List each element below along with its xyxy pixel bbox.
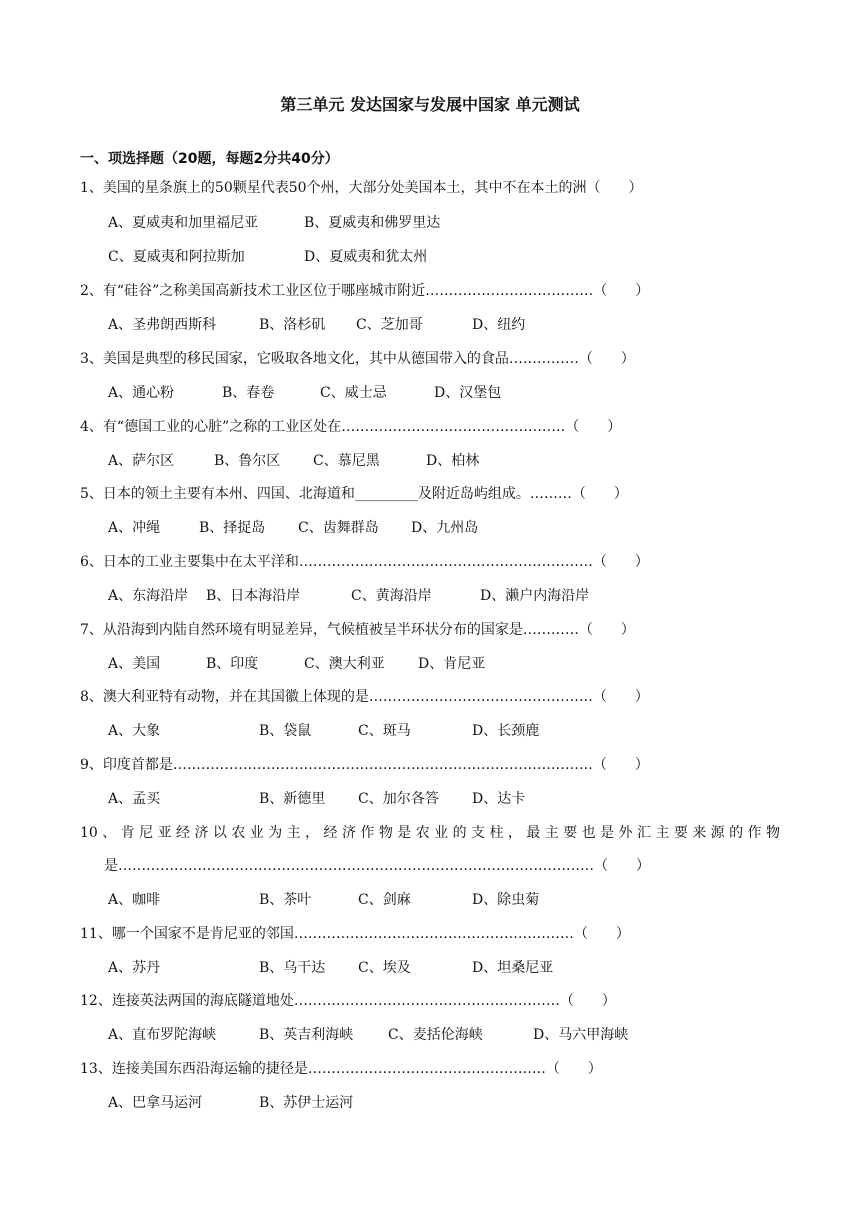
option-a[interactable]: A、东海沿岸 — [108, 588, 189, 604]
option-b[interactable]: B、洛杉矶 — [259, 317, 326, 333]
question-stem: 12、连接英法两国的海底隧道地处…………………………………………………（ ） — [80, 993, 616, 1009]
option-c[interactable]: C、慕尼黑 — [313, 453, 380, 469]
option-a[interactable]: A、夏威夷和加里福尼亚 — [108, 215, 259, 231]
option-a[interactable]: A、通心粉 — [108, 385, 175, 401]
option-d[interactable]: D、除虫菊 — [472, 892, 540, 908]
section-heading: 一、项选择题（20题，每题2分共40分） — [80, 151, 339, 167]
option-c[interactable]: C、夏威夷和阿拉斯加 — [108, 249, 245, 265]
option-b[interactable]: B、苏伊士运河 — [259, 1095, 354, 1111]
question-stem-continuation: 是…………………………………………………………………………………………（ ） — [104, 858, 650, 874]
question-stem: 11、哪一个国家不是肯尼亚的邻国……………………………………………………（ ） — [80, 926, 630, 942]
option-b[interactable]: B、新德里 — [259, 791, 326, 807]
option-d[interactable]: D、纽约 — [472, 317, 526, 333]
option-b[interactable]: B、印度 — [206, 656, 259, 672]
option-d[interactable]: D、汉堡包 — [434, 385, 502, 401]
question-stem: 7、从沿海到内陆自然环境有明显差异，气候植被呈半环状分布的国家是…………（ ） — [80, 622, 635, 638]
option-b[interactable]: B、乌干达 — [259, 960, 326, 976]
question-stem: 2、有“硅谷”之称美国高新技术工业区位于哪座城市附近………………………………（ ） — [80, 283, 650, 299]
option-c[interactable]: C、加尔各答 — [358, 791, 439, 807]
option-d[interactable]: D、濑户内海沿岸 — [480, 588, 590, 604]
question-stem: 10、肯尼亚经济以农业为主，经济作物是农业的支柱，最主要也是外汇主要来源的作物 — [80, 825, 780, 841]
option-c[interactable]: C、埃及 — [358, 960, 411, 976]
option-b[interactable]: B、鲁尔区 — [214, 453, 281, 469]
option-b[interactable]: B、茶叶 — [259, 892, 312, 908]
question-stem: 13、连接美国东西沿海运输的捷径是……………………………………………（ ） — [80, 1061, 602, 1077]
option-c[interactable]: C、黄海沿岸 — [351, 588, 432, 604]
option-d[interactable]: D、达卡 — [472, 791, 526, 807]
option-a[interactable]: A、大象 — [108, 723, 161, 739]
option-b[interactable]: B、袋鼠 — [259, 723, 312, 739]
option-d[interactable]: D、九州岛 — [411, 520, 479, 536]
option-a[interactable]: A、孟买 — [108, 791, 161, 807]
option-d[interactable]: D、夏威夷和犹太州 — [304, 249, 428, 265]
option-a[interactable]: A、巴拿马运河 — [108, 1095, 203, 1111]
option-d[interactable]: D、长颈鹿 — [472, 723, 540, 739]
option-c[interactable]: C、威士忌 — [320, 385, 387, 401]
option-d[interactable]: D、坦桑尼亚 — [472, 960, 554, 976]
option-a[interactable]: A、苏丹 — [108, 960, 161, 976]
option-a[interactable]: A、冲绳 — [108, 520, 161, 536]
option-c[interactable]: C、齿舞群岛 — [298, 520, 379, 536]
question-stem: 6、日本的工业主要集中在太平洋和………………………………………………………（ ） — [80, 554, 649, 570]
option-b[interactable]: B、择捉岛 — [199, 520, 266, 536]
option-a[interactable]: A、咖啡 — [108, 892, 161, 908]
option-a[interactable]: A、直布罗陀海峡 — [108, 1027, 217, 1043]
page-title: 第三单元 发达国家与发展中国家 单元测试 — [280, 95, 580, 114]
option-d[interactable]: D、马六甲海峡 — [533, 1027, 629, 1043]
option-b[interactable]: B、夏威夷和佛罗里达 — [304, 215, 441, 231]
question-stem: 1、美国的星条旗上的50颗星代表50个州，大部分处美国本土，其中不在本土的洲（ ） — [80, 180, 643, 196]
option-b[interactable]: B、英吉利海峡 — [259, 1027, 354, 1043]
option-a[interactable]: A、萨尔区 — [108, 453, 175, 469]
question-stem: 4、有“德国工业的心脏”之称的工业区处在…………………………………………（ ） — [80, 419, 622, 435]
question-stem: 9、印度首都是………………………………………………………………………………（ ） — [80, 757, 649, 773]
question-stem: 5、日本的领土主要有本州、四国、北海道和_________及附近岛屿组成。………（ ） — [80, 486, 628, 502]
question-stem: 3、美国是典型的移民国家，它吸取各地文化，其中从德国带入的食品……………（ ） — [80, 351, 635, 367]
option-b[interactable]: B、春卷 — [222, 385, 275, 401]
option-a[interactable]: A、圣弗朗西斯科 — [108, 317, 217, 333]
option-b[interactable]: B、日本海沿岸 — [206, 588, 301, 604]
option-d[interactable]: D、肯尼亚 — [418, 656, 486, 672]
option-c[interactable]: C、麦括伦海峡 — [388, 1027, 483, 1043]
question-stem: 8、澳大利亚特有动物，并在其国徽上体现的是…………………………………………（ ） — [80, 689, 649, 705]
option-c[interactable]: C、斑马 — [358, 723, 411, 739]
option-a[interactable]: A、美国 — [108, 656, 161, 672]
option-c[interactable]: C、澳大利亚 — [304, 656, 385, 672]
option-c[interactable]: C、芝加哥 — [356, 317, 423, 333]
option-d[interactable]: D、柏林 — [426, 453, 480, 469]
option-c[interactable]: C、剑麻 — [358, 892, 411, 908]
